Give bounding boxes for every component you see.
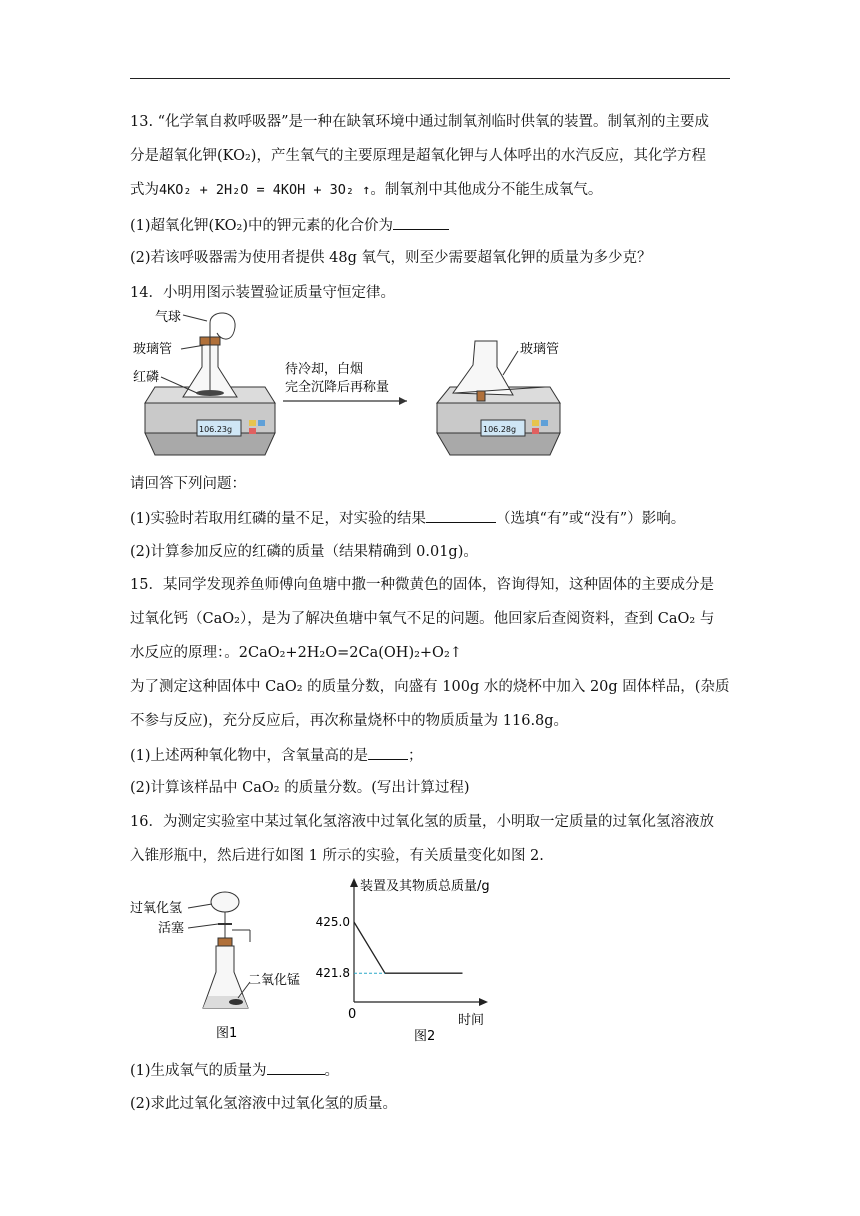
q16-figure-1 [128,882,318,1042]
label-manganese-dioxide: 二氧化锰 [248,973,301,988]
right-balance [437,341,560,455]
q15-line-4: 为了测定这种固体中 CaO₂ 的质量分数，向盛有 100g 水的烧杯中加入 20g 固体样品，(杂质 [130,679,730,695]
q14-prompt: 请回答下列问题： [130,476,246,492]
q13-equation: 4KO₂ + 2H₂O = 4KOH + 3O₂ ↑ [159,182,371,198]
label-stopcock: 活塞 [158,921,185,936]
y-tick-label-1: 421.8 [315,966,350,981]
label-glass-tube-right: 玻璃管 [520,342,560,357]
chart-origin-label: 0 [348,1007,357,1022]
reading-after: 106.28g [483,425,517,434]
q16-sub-2: (2)求此过氧化氢溶液中过氧化氢的质量。 [130,1096,398,1112]
mass-line [354,922,463,973]
q15-sub-2: (2)计算该样品中 CaO₂ 的质量分数。(写出计算过程) [130,780,470,796]
q14-line-1: 14．小明用图示装置验证质量守恒定律。 [130,285,395,301]
q16-sub-1 [130,1060,339,1081]
q14-sub-1-text: (1)实验时若取用红磷的量不足，对实验的结果 [130,511,427,527]
q13-sub-2: (2)若该呼吸器需为使用者提供 48g 氧气，则至少需要超氧化钾的质量为多少克？ [130,250,652,266]
q16-line-1: 16．为测定实验室中某过氧化氢溶液中过氧化氢的质量，小明取一定质量的过氧化氢溶液放 [130,814,714,830]
q14-answer-blank[interactable] [426,508,496,523]
reading-before: 106.23g [199,425,233,434]
y-axis-arrow [350,878,358,887]
q14-sub-1 [130,508,685,529]
chart-ylabel: 装置及其物质总质量/g [360,879,490,894]
q16-sub-1-text: (1)生成氧气的质量为 [130,1063,267,1079]
q13-answer-blank[interactable] [393,215,449,230]
q16-line-2: 入锥形瓶中，然后进行如图 1 所示的实验，有关质量变化如图 2. [130,848,544,864]
y-tick-label-0: 425.0 [315,915,350,929]
arrow-text-1: 待冷却，白烟 [285,362,364,377]
q13-sub-1-text: (1)超氧化钾(KO₂)中的钾元素的化合价为 [130,218,393,234]
x-axis-arrow [479,998,488,1006]
q15-answer-blank[interactable] [368,745,408,760]
q14-figure [125,305,605,465]
q16-answer-blank[interactable] [267,1060,325,1075]
q16-sub-1-punct: 。 [324,1063,340,1079]
label-hydrogen-peroxide: 过氧化氢 [130,901,183,916]
q14-sub-1-options: （选填“有”或“没有”）影响。 [496,511,686,527]
q15-sub-1-text: (1)上述两种氧化物中，含氧量高的是 [130,748,369,764]
q15-sub-1 [130,745,423,766]
q13-line-3-suffix: 。制氧剂中其他成分不能生成氧气。 [370,182,603,198]
header-rule [130,78,730,79]
label-balloon: 气球 [155,310,182,325]
q13-sub-1 [130,215,449,236]
q15-line-3: 水反应的原理：。2CaO₂+2H₂O=2Ca(OH)₂+O₂↑ [130,645,462,661]
label-glass-tube-left: 玻璃管 [133,342,173,357]
q13-line-3-prefix: 式为 [130,182,159,198]
q13-line-1: 13. “化学氧自救呼吸器”是一种在缺氧环境中通过制氧剂临时供氧的装置。制氧剂的主要成 [130,114,709,130]
q15-sub-1-punct: ； [408,748,423,764]
q15-line-5: 不参与反应)，充分反应后，再次称量烧杯中的物质质量为 116.8g。 [130,713,569,729]
arrow-text-2: 完全沉降后再称量 [285,380,390,395]
label-red-phosphorus: 红磷 [133,370,160,385]
q13-line-2: 分是超氧化钾(KO₂)，产生氧气的主要原理是超氧化钾与人体呼出的水汽反应，其化学方程 [130,148,706,164]
chart-xlabel: 时间 [458,1013,485,1028]
q16-chart [298,872,498,1044]
q13-line-3 [130,180,602,200]
q15-line-1: 15．某同学发现养鱼师傅向鱼塘中撒一种微黄色的固体，咨询得知，这种固体的主要成分是 [130,577,714,593]
figure-1-caption: 图1 [216,1026,238,1041]
chart-caption: 图2 [414,1029,436,1044]
left-balance [145,313,275,455]
q15-line-2: 过氧化钙（CaO₂），是为了解决鱼塘中氧气不足的问题。他回家后查阅资料，查到 CaO₂ 与 [130,611,715,627]
q14-sub-2: (2)计算参加反应的红磷的质量（结果精确到 0.01g)。 [130,544,478,560]
